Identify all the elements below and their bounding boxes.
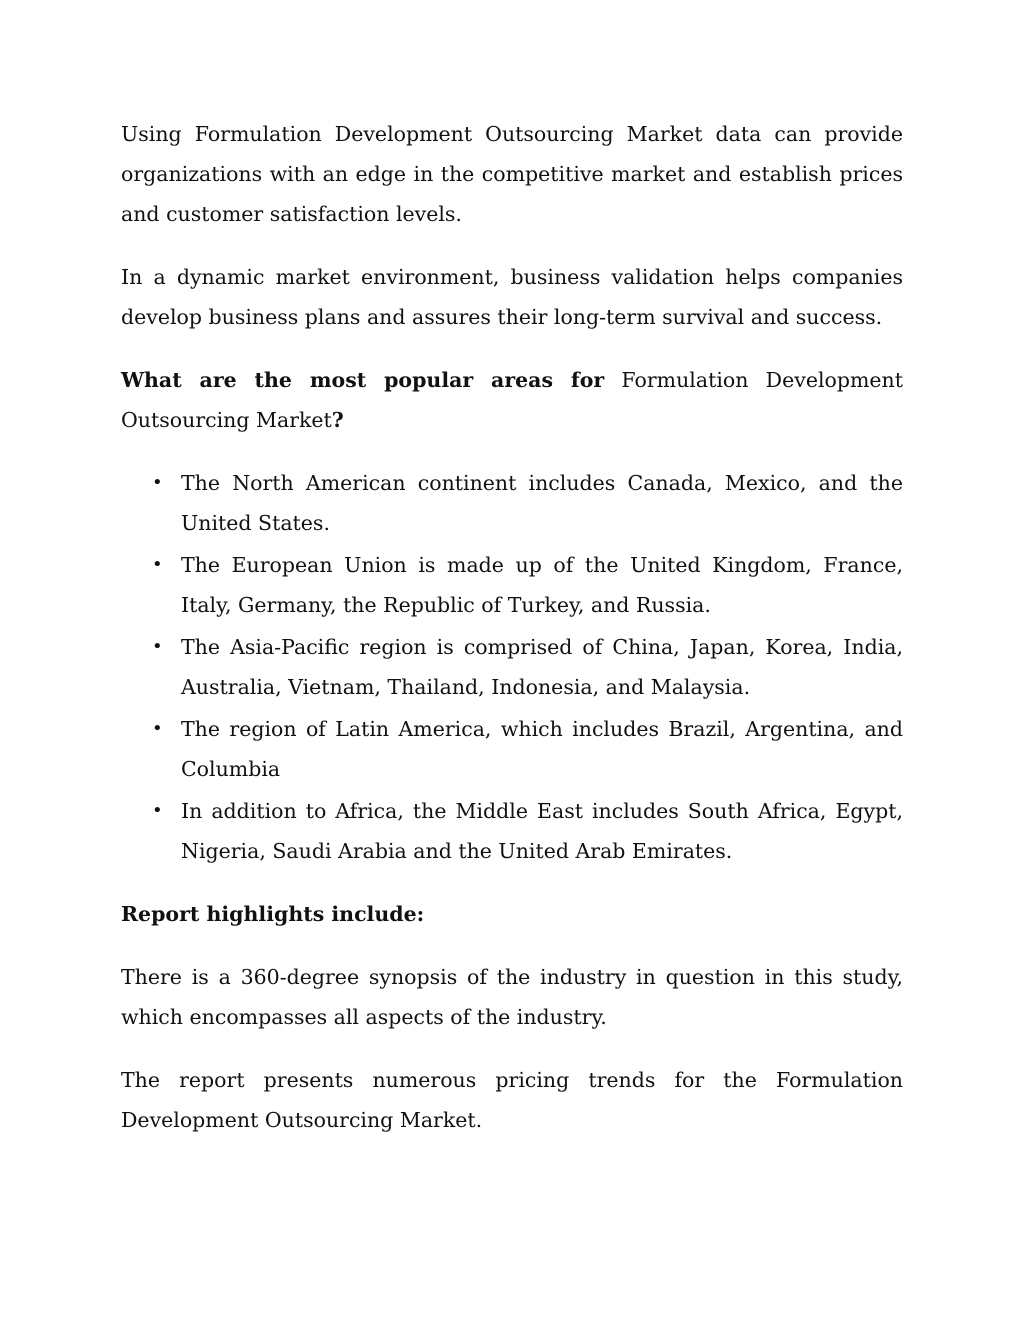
bullet-icon: • [152, 718, 163, 739]
highlights-paragraph-1: There is a 360-degree synopsis of the industry in question in this study, which encompasses all aspects of the industry. [121, 965, 903, 1029]
list-item-text: The European Union is made up of the United Kingdom, France, Italy, Germany, the Republic of Turkey, and Russia. [181, 553, 903, 617]
list-item [121, 709, 903, 789]
bullet-icon: • [152, 800, 163, 821]
list-item-text: The Asia-Pacific region is comprised of China, Japan, Korea, India, Australia, Vietnam, Thailand, Indonesia, and Malaysia. [181, 635, 903, 699]
list-item [121, 545, 903, 625]
document-page [121, 114, 903, 1163]
list-item [121, 627, 903, 707]
question-bold-lead: What are the most popular areas for [121, 368, 605, 392]
bullet-icon: • [152, 554, 163, 575]
list-item [121, 791, 903, 871]
highlights-paragraph-2: The report presents numerous pricing trends for the Formulation Development Outsourcing Market. [121, 1068, 903, 1132]
regions-question-heading [121, 360, 903, 440]
intro-paragraph-2: In a dynamic market environment, business validation helps companies develop business plans and assures their long-term survival and success. [121, 265, 903, 329]
list-item-text: In addition to Africa, the Middle East includes South Africa, Egypt, Nigeria, Saudi Arabia and the United Arab Emirates. [181, 799, 903, 863]
question-subject: Formulation Development Outsourcing Market [121, 368, 903, 432]
list-item-text: The region of Latin America, which includes Brazil, Argentina, and Columbia [181, 717, 903, 781]
intro-paragraph-1: Using Formulation Development Outsourcing Market data can provide organizations with an edge in the competitive market and establish prices and customer satisfaction levels. [121, 122, 903, 226]
list-item [121, 463, 903, 543]
regions-list [121, 463, 903, 871]
bullet-icon: • [152, 472, 163, 493]
highlights-heading: Report highlights include: [121, 902, 425, 926]
question-mark: ? [331, 408, 344, 432]
list-item-text: The North American continent includes Canada, Mexico, and the United States. [181, 471, 903, 535]
bullet-icon: • [152, 636, 163, 657]
